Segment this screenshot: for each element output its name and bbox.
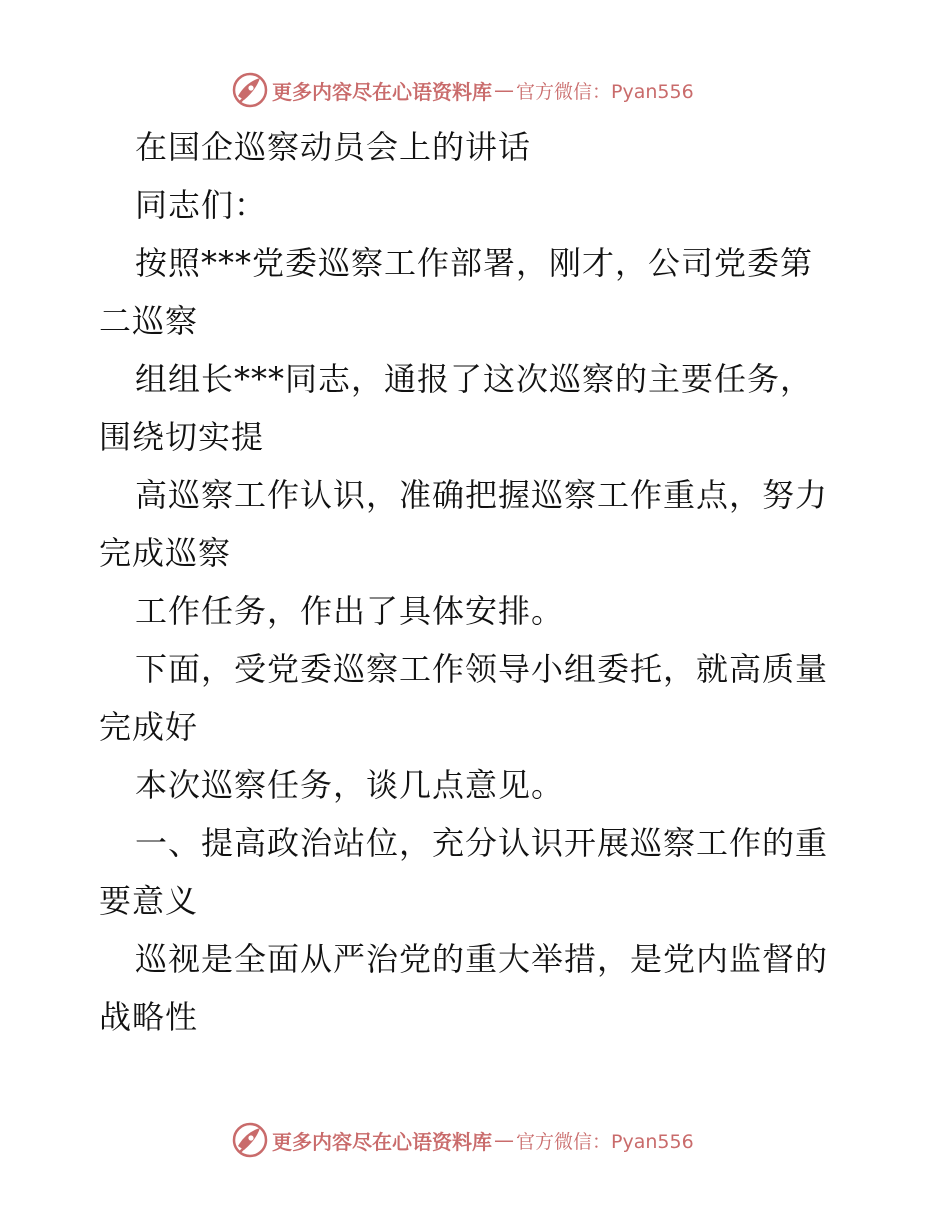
banner-separator: —	[494, 78, 514, 102]
banner-brand-text: 更多内容尽在心语资料库	[272, 1129, 492, 1154]
banner-wechat-text: 官方微信：Pyan556	[516, 1130, 694, 1153]
section-heading: 要意义	[99, 882, 199, 920]
header-watermark-banner	[232, 70, 694, 110]
paragraph-line: 战略性	[99, 998, 199, 1036]
paragraph-line: 按照***党委巡察工作部署，刚才，公司党委第	[135, 244, 814, 282]
banner-separator: —	[494, 1128, 514, 1152]
paragraph-line: 工作任务，作出了具体安排。	[135, 592, 565, 630]
footer-watermark-banner	[232, 1120, 694, 1160]
paragraph-line: 高巡察工作认识，准确把握巡察工作重点，努力	[135, 476, 829, 514]
paragraph-line: 完成好	[99, 708, 199, 746]
paragraph-line: 下面，受党委巡察工作领导小组委托，就高质量	[135, 650, 829, 688]
banner-brand-text: 更多内容尽在心语资料库	[272, 79, 492, 104]
salutation: 同志们：	[135, 186, 268, 224]
paragraph-line: 组组长***同志，通报了这次巡察的主要任务，	[135, 360, 814, 398]
banner-wechat-text: 官方微信：Pyan556	[516, 80, 694, 103]
paragraph-line: 完成巡察	[99, 534, 232, 572]
paragraph-line: 围绕切实提	[99, 418, 265, 456]
pen-nib-logo-icon	[232, 1122, 268, 1158]
pen-nib-logo-icon	[232, 72, 268, 108]
paragraph-line: 本次巡察任务，谈几点意见。	[135, 766, 565, 804]
section-heading: 一、提高政治站位，充分认识开展巡察工作的重	[135, 824, 829, 862]
document-body	[99, 118, 859, 1046]
document-title: 在国企巡察动员会上的讲话	[135, 128, 532, 166]
paragraph-line: 二巡察	[99, 302, 199, 340]
paragraph-line: 巡视是全面从严治党的重大举措，是党内监督的	[135, 940, 829, 978]
